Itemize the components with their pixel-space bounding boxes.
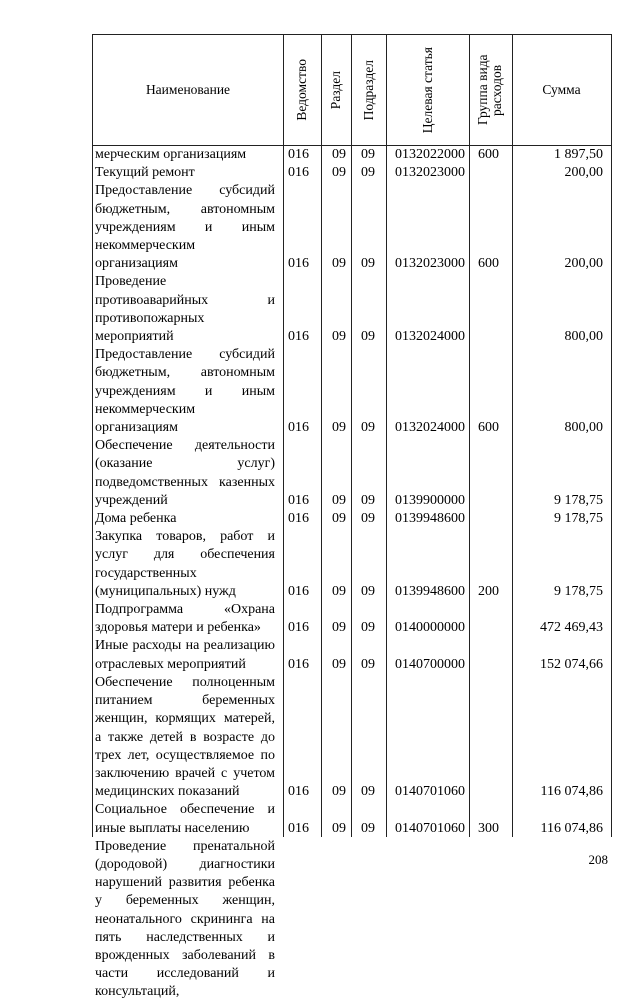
table-row [93, 674, 611, 801]
row-name: Обеспечение деятельности (оказание услуг) подведомственных казенных учреждений [95, 438, 275, 508]
row-cel: 0132024000 [395, 329, 465, 345]
row-ved: 016 [288, 511, 309, 527]
row-razdel: 09 [332, 165, 346, 181]
row-ved: 016 [288, 165, 309, 181]
row-cel: 0132024000 [395, 420, 465, 436]
row-razdel: 09 [332, 329, 346, 345]
row-razdel: 09 [332, 420, 346, 436]
row-sum: 200,00 [564, 165, 603, 181]
table-row [93, 164, 611, 182]
row-podrazdel: 09 [361, 820, 375, 836]
row-ved: 016 [288, 420, 309, 436]
row-podrazdel: 09 [361, 620, 375, 636]
header-name-label: Наименование [145, 82, 231, 97]
row-sum: 9 178,75 [554, 511, 603, 527]
row-ved: 016 [288, 620, 309, 636]
row-podrazdel: 09 [361, 583, 375, 599]
table-row [93, 528, 611, 601]
table-row [93, 838, 611, 1002]
row-name: Обеспечение полноценным питанием беременных женщин, кормящих матерей, а также детей в возрасте до трех лет, осуществляемое по заключению врачей с учетом медицинских показаний [95, 674, 275, 800]
row-name: Закупка товаров, работ и услуг для обеспечения государственных (муниципальных) нужд [95, 529, 275, 599]
row-razdel: 09 [332, 620, 346, 636]
row-sum: 800,00 [564, 420, 603, 436]
page-number: 208 [588, 852, 608, 867]
row-ved: 016 [288, 820, 309, 836]
row-grp: 200 [478, 583, 499, 599]
header-ved [283, 35, 321, 145]
row-razdel: 09 [332, 511, 346, 527]
row-cel: 0139900000 [395, 492, 465, 508]
row-sum: 9 178,75 [554, 583, 603, 599]
row-name: Предоставление субсидий бюджетным, автономным учреждениям и иным некоммерческим организациям [95, 347, 275, 436]
table-body [93, 146, 611, 1002]
row-grp: 600 [478, 147, 499, 162]
row-cel: 0140701060 [395, 784, 465, 800]
row-cel: 0140701060 [395, 820, 465, 836]
table-row [93, 273, 611, 346]
row-ved: 016 [288, 784, 309, 800]
row-razdel: 09 [332, 147, 346, 162]
row-cel: 0132023000 [395, 165, 465, 181]
table-row [93, 601, 611, 637]
row-razdel: 09 [332, 256, 346, 272]
row-sum: 200,00 [564, 256, 603, 272]
row-name: Проведение противоаварийных и противопожарных мероприятий [95, 274, 275, 345]
header-name [93, 35, 283, 145]
row-cel: 0139948600 [395, 511, 465, 527]
row-name: Социальное обеспечение и иные выплаты населению [95, 802, 275, 836]
table-header [93, 35, 611, 146]
row-podrazdel: 09 [361, 656, 375, 672]
row-grp: 600 [478, 420, 499, 436]
header-cel [386, 35, 469, 145]
row-podrazdel: 09 [361, 147, 375, 162]
header-podrazdel [351, 35, 386, 145]
header-cel-label: Целевая статья [419, 46, 435, 134]
table-row [93, 346, 611, 437]
row-ved: 016 [288, 329, 309, 345]
row-razdel: 09 [332, 784, 346, 800]
row-podrazdel: 09 [361, 256, 375, 272]
row-razdel: 09 [332, 820, 346, 836]
row-name: Проведение пренатальной (дородовой) диагностики нарушений развития ребенка у беременных женщин, неонатального скрининга на пять наследственных и врожденных заболеваний в части исследований и консультаций, [95, 838, 275, 1000]
row-podrazdel: 09 [361, 165, 375, 181]
row-podrazdel: 09 [361, 492, 375, 508]
row-ved: 016 [288, 147, 309, 162]
row-sum: 1 897,50 [554, 147, 603, 162]
header-ved-label: Ведомство [294, 59, 309, 121]
row-podrazdel: 09 [361, 329, 375, 345]
row-name: Дома ребенка [95, 511, 177, 527]
row-cel: 0140700000 [395, 656, 465, 672]
table-row [93, 146, 611, 164]
row-razdel: 09 [332, 583, 346, 599]
header-sum [512, 35, 611, 145]
row-ved: 016 [288, 256, 309, 272]
row-name: Текущий ремонт [95, 165, 195, 181]
row-cel: 0140000000 [395, 620, 465, 636]
table-row [93, 437, 611, 510]
row-cel: 0139948600 [395, 583, 465, 599]
row-sum: 116 074,86 [540, 820, 603, 836]
row-sum: 116 074,86 [540, 784, 603, 800]
row-grp: 300 [478, 820, 499, 836]
row-sum: 472 469,43 [540, 620, 603, 636]
row-razdel: 09 [332, 656, 346, 672]
row-sum: 9 178,75 [554, 492, 603, 508]
row-name: Предоставление субсидий бюджетным, автономным учреждениям и иным некоммерческим организациям [95, 183, 275, 272]
row-grp: 600 [478, 256, 499, 272]
row-cel: 0132022000 [395, 147, 465, 162]
table-row [93, 182, 611, 273]
header-razdel [321, 35, 351, 145]
header-podrazdel-label: Подраздел [360, 59, 376, 121]
row-razdel: 09 [332, 492, 346, 508]
header-grp-label: Группа вида расходов [474, 54, 504, 126]
row-ved: 016 [288, 583, 309, 599]
row-podrazdel: 09 [361, 420, 375, 436]
table-row [93, 510, 611, 528]
row-cel: 0132023000 [395, 256, 465, 272]
header-grp [469, 35, 512, 145]
header-razdel-label: Раздел [328, 70, 343, 110]
row-ved: 016 [288, 656, 309, 672]
row-name: Подпрограмма «Охрана здоровья матери и ребенка» [95, 602, 275, 636]
header-sum-label: Сумма [542, 82, 581, 97]
row-ved: 016 [288, 492, 309, 508]
row-sum: 800,00 [564, 329, 603, 345]
row-sum: 152 074,66 [540, 656, 603, 672]
row-podrazdel: 09 [361, 784, 375, 800]
row-name: Иные расходы на реализацию отраслевых мероприятий [95, 638, 275, 672]
table-row [93, 801, 611, 837]
row-name: мерческим организациям [95, 147, 247, 162]
table-row [93, 637, 611, 673]
row-podrazdel: 09 [361, 511, 375, 527]
